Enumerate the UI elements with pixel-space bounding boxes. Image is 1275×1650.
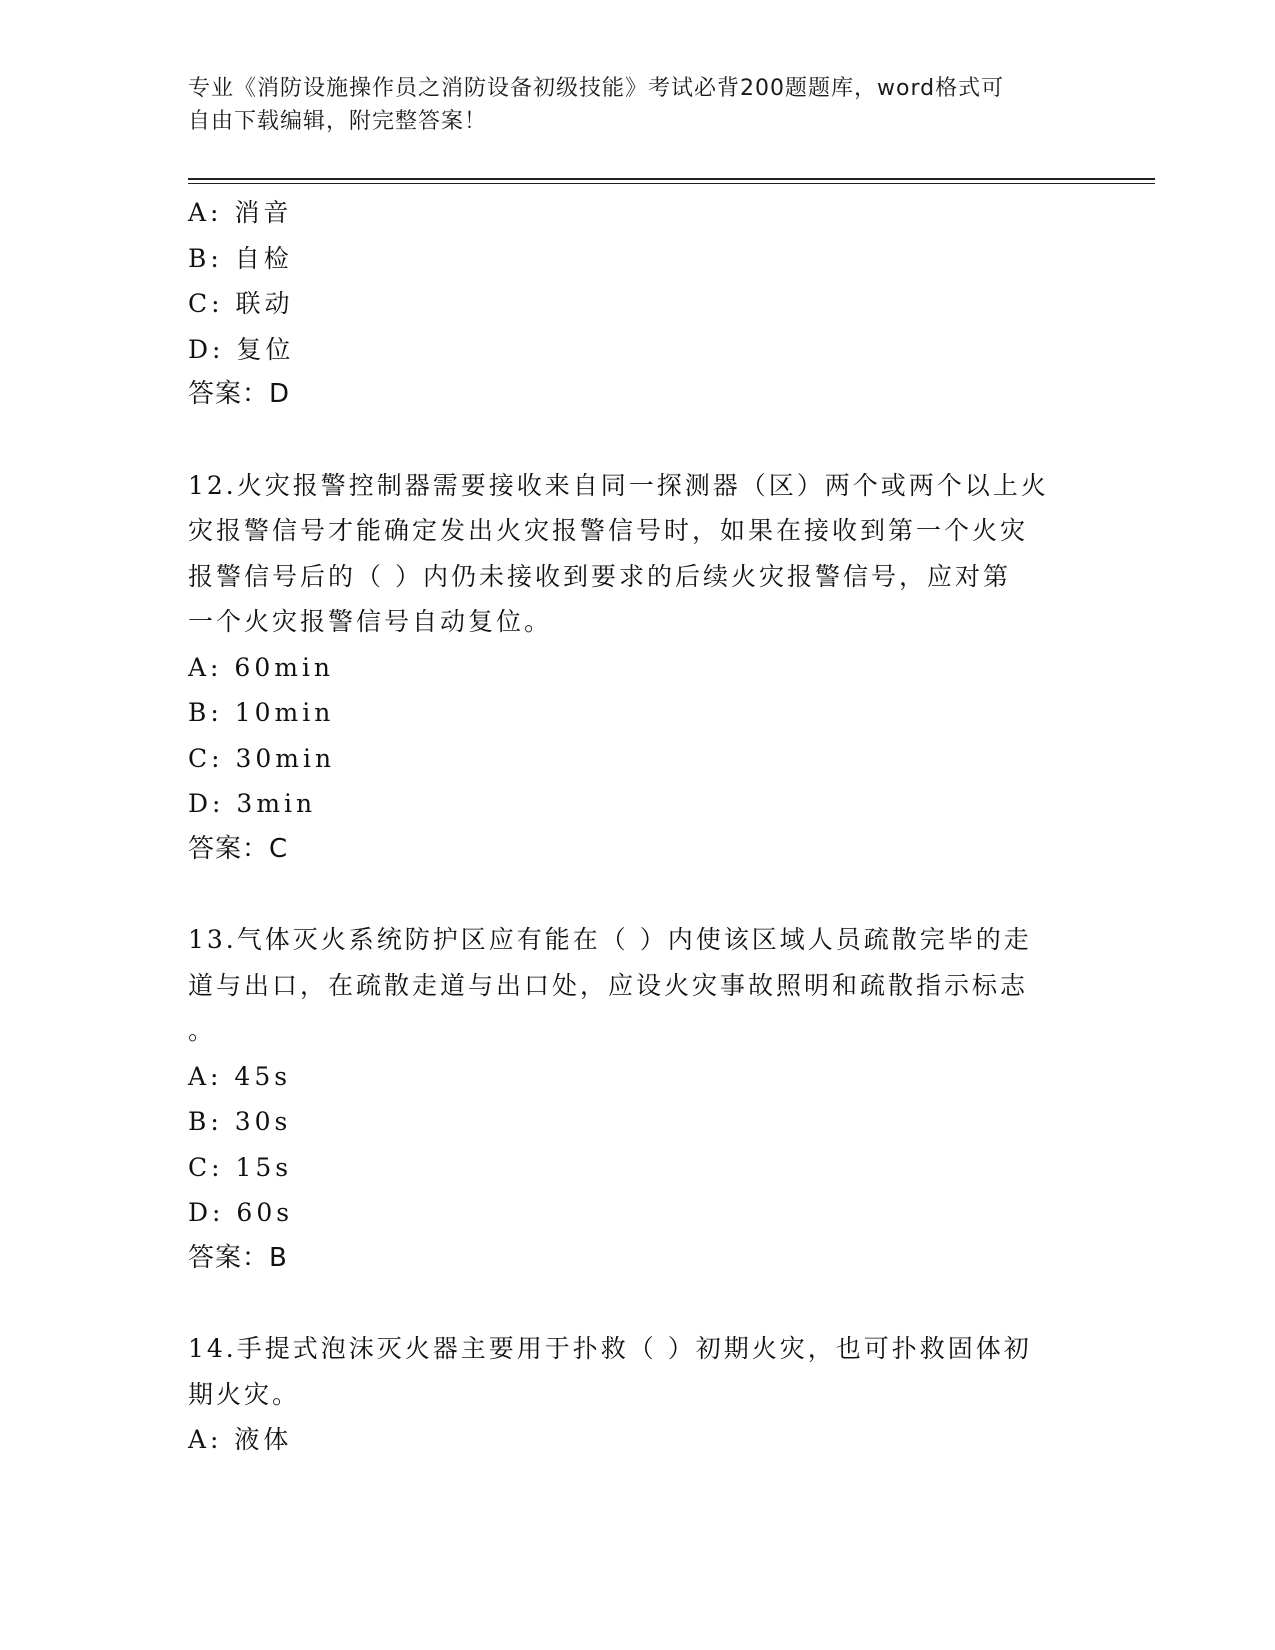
header-title-line-1: 专业《消防设施操作员之消防设备初级技能》考试必背200题题库，word格式可 — [188, 76, 1005, 101]
question-block-12 — [188, 463, 1088, 873]
question-block-14 — [188, 1326, 1088, 1463]
option-c: C: 15s — [188, 1152, 293, 1182]
answer-label: 答案：D — [188, 379, 291, 409]
question-text-line: 13.气体灭火系统防护区应有能在（ ）内使该区域人员疏散完毕的走 — [188, 925, 1032, 954]
option-c: C: 联动 — [188, 289, 294, 318]
question-text-line: 期火灾。 — [188, 1379, 301, 1409]
option-d: D: 60s — [188, 1198, 294, 1227]
spacer — [188, 418, 1088, 463]
option-a: A: 45s — [188, 1061, 292, 1091]
question-text-line: 14.手提式泡沫灭火器主要用于扑救（ ）初期火灾，也可扑救固体初 — [188, 1334, 1032, 1363]
question-text-line: 灾报警信号才能确定发出火灾报警信号时，如果在接收到第一个火灾 — [188, 516, 1029, 545]
option-b: B: 10min — [188, 698, 335, 727]
header-divider-thin — [188, 183, 1155, 184]
document-header — [188, 72, 1088, 138]
answer-label: 答案：C — [188, 833, 289, 864]
header-title-line-2: 自由下载编辑，附完整答案！ — [188, 109, 488, 134]
question-text-line: 一个火灾报警信号自动复位。 — [188, 607, 553, 636]
spacer — [188, 1281, 1088, 1326]
question-block-13 — [188, 917, 1088, 1281]
answer-label: 答案：B — [188, 1242, 288, 1273]
header-divider-thick — [188, 178, 1155, 180]
option-a: A: 60min — [188, 652, 335, 682]
question-text-line: 报警信号后的（ ）内仍未接收到要求的后续火灾报警信号，应对第 — [188, 561, 1011, 591]
question-list — [188, 190, 1088, 1463]
option-b: B: 30s — [188, 1107, 292, 1136]
option-a: A: 消音 — [188, 198, 293, 227]
option-b: B: 自检 — [188, 243, 293, 273]
option-c: C: 30min — [188, 743, 336, 773]
question-text-line: 道与出口，在疏散走道与出口处，应设火灾事故照明和疏散指示标志 — [188, 970, 1029, 1000]
spacer — [188, 872, 1088, 917]
question-block-11 — [188, 190, 1088, 418]
option-d: D: 3min — [188, 789, 317, 818]
option-a: A: 液体 — [188, 1425, 293, 1454]
question-text-line: 12.火灾报警控制器需要接收来自同一探测器（区）两个或两个以上火 — [188, 470, 1049, 500]
option-d: D: 复位 — [188, 334, 295, 364]
question-text-line: 。 — [188, 1016, 217, 1045]
